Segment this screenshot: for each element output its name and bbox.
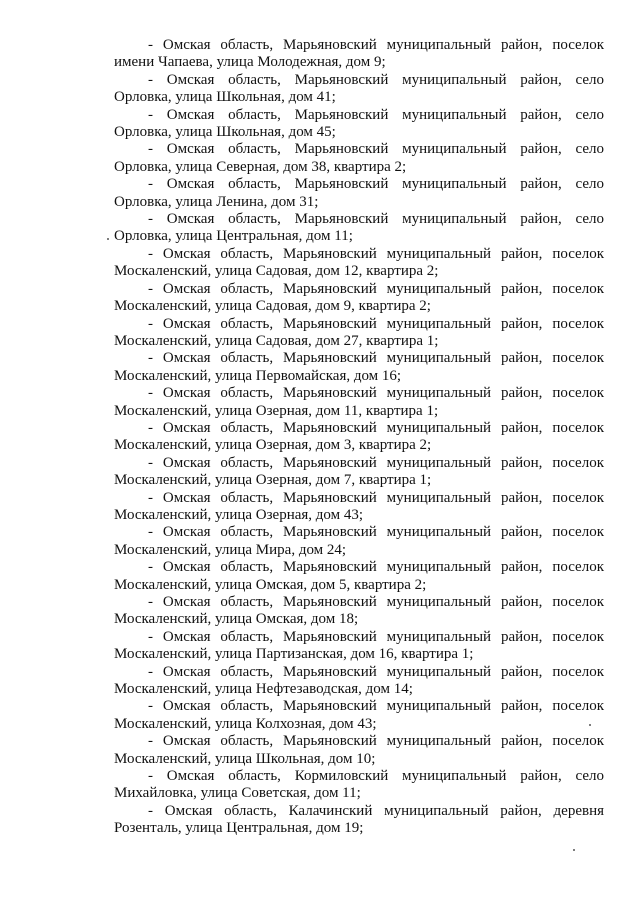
address-entry: - Омская область, Марьяновский муниципальный район, село Орловка, улица Центральная, дом 11; (114, 211, 604, 245)
address-entry: - Омская область, Кормиловский муниципальный район, село Михайловка, улица Советская, дом 11; (114, 768, 604, 802)
address-entry: - Омская область, Марьяновский муниципальный район, поселок Москаленский, улица Первомайская, дом 16; (114, 350, 604, 384)
address-entry: - Омская область, Марьяновский муниципальный район, поселок Москаленский, улица Нефтезаводская, дом 14; (114, 663, 604, 698)
scan-speck (573, 849, 575, 851)
address-entry: - Омская область, Марьяновский муниципальный район, поселок Москаленский, улица Озерная, дом 7, квартира 1; (114, 454, 604, 489)
address-entry: - Омская область, Марьяновский муниципальный район, поселок имени Чапаева, улица Молодежная, дом 9; (114, 37, 604, 71)
scan-speck (589, 724, 591, 726)
address-entry: - Омская область, Марьяновский муниципальный район, поселок Москаленский, улица Озерная, дом 43; (114, 489, 604, 523)
address-entry: - Омская область, Марьяновский муниципальный район, поселок Москаленский, улица Омская, дом 5, квартира 2; (114, 559, 604, 593)
address-list (114, 37, 604, 838)
address-entry: - Омская область, Марьяновский муниципальный район, село Орловка, улица Ленина, дом 31; (114, 176, 604, 210)
address-entry: - Омская область, Марьяновский муниципальный район, поселок Москаленский, улица Омская, дом 18; (114, 594, 604, 628)
address-entry: - Омская область, Марьяновский муниципальный район, поселок Москаленский, улица Мира, дом 24; (114, 524, 604, 558)
address-entry: - Омская область, Калачинский муниципальный район, деревня Розенталь, улица Центральная, дом 19; (114, 802, 604, 837)
address-entry: - Омская область, Марьяновский муниципальный район, село Орловка, улица Школьная, дом 45; (114, 106, 604, 141)
address-entry: - Омская область, Марьяновский муниципальный район, поселок Москаленский, улица Колхозная, дом 43; (114, 698, 604, 732)
address-entry: - Омская область, Марьяновский муниципальный район, село Орловка, улица Северная, дом 38, квартира 2; (114, 141, 604, 175)
address-entry: - Омская область, Марьяновский муниципальный район, поселок Москаленский, улица Партизанская, дом 16, квартира 1; (114, 628, 604, 663)
scan-speck (107, 238, 109, 240)
address-entry: - Омская область, Марьяновский муниципальный район, село Орловка, улица Школьная, дом 41; (114, 71, 604, 106)
address-entry: - Омская область, Марьяновский муниципальный район, поселок Москаленский, улица Садовая, дом 12, квартира 2; (114, 245, 604, 280)
address-entry: - Омская область, Марьяновский муниципальный район, поселок Москаленский, улица Садовая, дом 27, квартира 1; (114, 315, 604, 349)
address-entry: - Омская область, Марьяновский муниципальный район, поселок Москаленский, улица Озерная, дом 11, квартира 1; (114, 385, 604, 419)
address-entry: - Омская область, Марьяновский муниципальный район, поселок Москаленский, улица Озерная, дом 3, квартира 2; (114, 419, 604, 454)
address-entry: - Омская область, Марьяновский муниципальный район, поселок Москаленский, улица Школьная, дом 10; (114, 733, 604, 767)
address-entry: - Омская область, Марьяновский муниципальный район, поселок Москаленский, улица Садовая, дом 9, квартира 2; (114, 280, 604, 315)
